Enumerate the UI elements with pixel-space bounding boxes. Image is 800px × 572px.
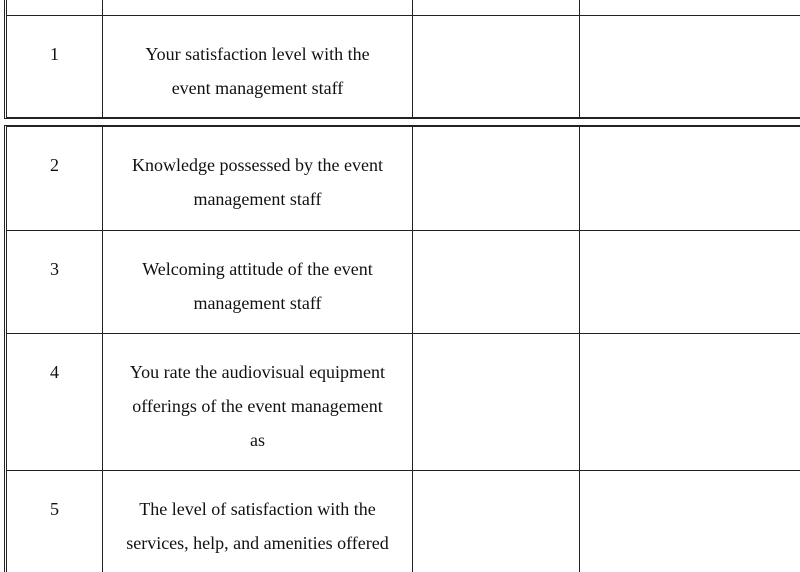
- table-row: [7, 127, 800, 231]
- table-row: [7, 231, 800, 334]
- table-header-row-partial: [7, 0, 800, 16]
- table-block-2: [4, 125, 800, 572]
- row-number-text: 2: [50, 155, 59, 175]
- table-row: [7, 471, 800, 572]
- row-number: [7, 127, 103, 230]
- row-description: [103, 16, 413, 119]
- rating-cell[interactable]: [413, 334, 580, 470]
- row-description-text: Knowledge possessed by the event management staff: [132, 155, 383, 209]
- row-description-text: You rate the audiovisual equipment offerings of the event management as: [129, 362, 386, 450]
- rating-cell[interactable]: [413, 16, 580, 119]
- row-number: [7, 334, 103, 470]
- row-number: [7, 16, 103, 119]
- rating-cell[interactable]: [413, 231, 580, 333]
- row-description-text: Welcoming attitude of the event management staff: [142, 259, 373, 313]
- table-row: [7, 16, 800, 119]
- remarks-cell[interactable]: [580, 471, 800, 572]
- row-number-text: 1: [50, 44, 59, 64]
- row-number-text: 5: [50, 499, 59, 519]
- table-block-1: [4, 0, 800, 119]
- row-description: [103, 231, 413, 333]
- rating-cell[interactable]: [413, 127, 580, 230]
- remarks-cell[interactable]: [580, 334, 800, 470]
- row-number: [7, 231, 103, 333]
- row-description: [103, 471, 413, 572]
- remarks-cell[interactable]: [580, 127, 800, 230]
- row-description: [103, 334, 413, 470]
- row-number-text: 4: [50, 362, 59, 382]
- row-description: [103, 127, 413, 230]
- remarks-cell[interactable]: [580, 231, 800, 333]
- row-description-text: Your satisfaction level with the event management staff: [145, 44, 370, 98]
- row-description-text: The level of satisfaction with the services, help, and amenities offered: [126, 499, 389, 553]
- row-number: [7, 471, 103, 572]
- row-number-text: 3: [50, 259, 59, 279]
- remarks-cell[interactable]: [580, 16, 800, 119]
- rating-cell[interactable]: [413, 471, 580, 572]
- table-row: [7, 334, 800, 471]
